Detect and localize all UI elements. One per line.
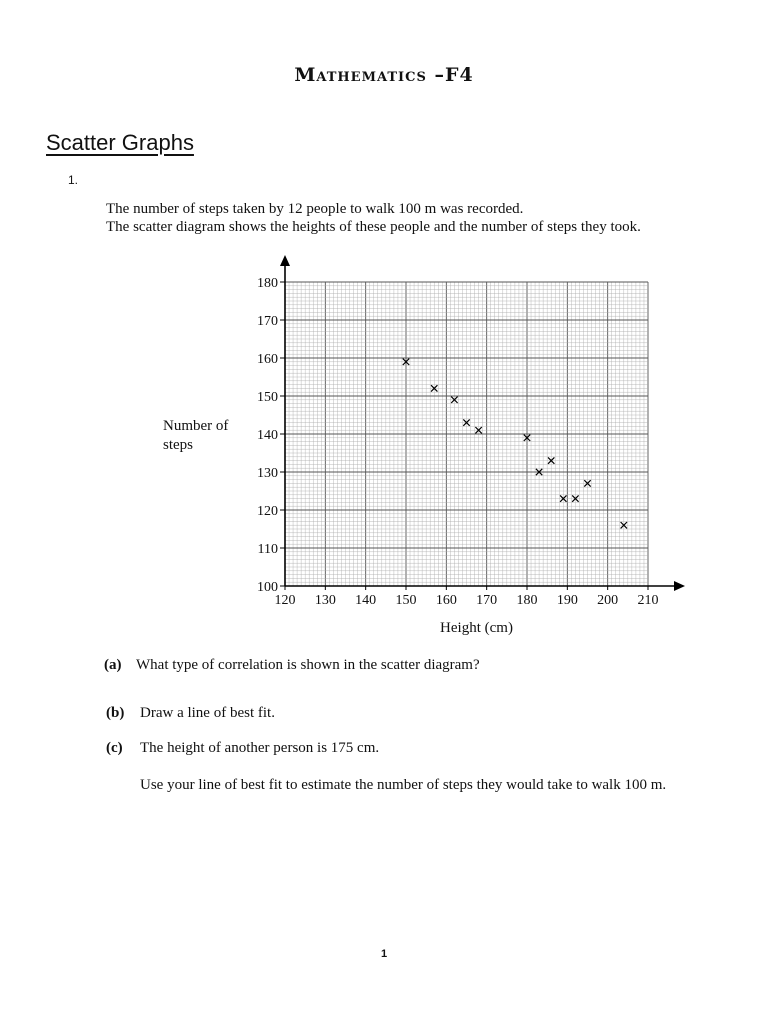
x-tick-label: 200	[597, 593, 619, 608]
y-tick-label: 110	[257, 542, 278, 557]
page-number: 1	[380, 948, 388, 960]
page-title: Mathematics –F4	[294, 64, 474, 86]
section-heading: Scatter Graphs	[46, 130, 194, 155]
x-tick-label: 170	[476, 593, 498, 608]
x-tick-label: 180	[516, 593, 538, 608]
scatter-chart	[150, 250, 710, 645]
question-part-b	[106, 705, 275, 722]
x-tick-label: 150	[395, 593, 417, 608]
question-part-c-followup	[140, 777, 666, 794]
x-tick-label: 190	[556, 593, 578, 608]
y-tick-label: 160	[257, 352, 278, 367]
y-tick-label: 180	[257, 276, 278, 291]
x-tick-label: 120	[274, 593, 296, 608]
x-tick-label: 160	[435, 593, 457, 608]
question-number: 1.	[68, 173, 79, 187]
part-label: (a)	[104, 657, 122, 673]
x-axis-arrow	[674, 581, 685, 591]
y-tick-label: 100	[257, 580, 278, 595]
question-intro-line-1: The number of steps taken by 12 people to walk 100 m was recorded.	[106, 201, 524, 217]
y-axis-label: steps	[163, 437, 193, 453]
x-tick-label: 140	[355, 593, 377, 608]
y-tick-label: 170	[257, 314, 278, 329]
question-intro-line-2: The scatter diagram shows the heights of these people and the number of steps they took.	[106, 219, 641, 235]
x-axis-label: Height (cm)	[440, 620, 513, 636]
x-tick-label: 130	[314, 593, 336, 608]
y-tick-label: 130	[257, 466, 278, 481]
y-axis-label: Number of	[163, 418, 229, 434]
part-label: (c)	[106, 740, 123, 756]
y-tick-label: 120	[257, 504, 278, 519]
part-text: Draw a line of best fit.	[140, 705, 275, 721]
part-text: The height of another person is 175 cm.	[140, 740, 380, 756]
question-part-a	[104, 657, 480, 674]
part-text: Use your line of best fit to estimate the number of steps they would take to walk 100 m.	[140, 777, 667, 793]
part-label: (b)	[106, 705, 125, 721]
x-tick-label: 210	[637, 593, 659, 608]
part-text: What type of correlation is shown in the scatter diagram?	[136, 657, 480, 673]
y-axis-arrow	[280, 255, 290, 266]
question-part-c	[106, 740, 379, 757]
y-tick-label: 140	[257, 428, 278, 443]
y-tick-label: 150	[257, 390, 278, 405]
